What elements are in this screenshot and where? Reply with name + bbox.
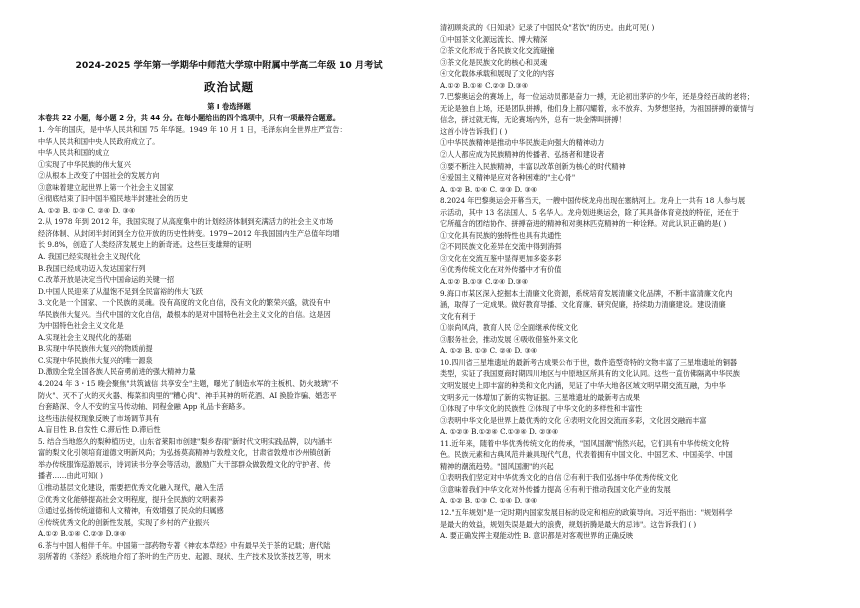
text-line: ①推动基层文化建设，需要把优秀文化融入现代，融入生活 (38, 482, 224, 492)
text-line: 长 9.8%，创造了人类经济发展史上的新奇迹。这些巨变雄辩的证明 (38, 240, 252, 250)
text-line: 类型，实证了我国夏商时期四川地区与中原地区所具有的文化认同。这些一直仿佛隔离中华民族 (440, 369, 740, 379)
instructions: 本卷共 22 小题，每小题 2 分，共 44 分。在每小题给出的四个选项中，只有一项最符合题意。 (38, 113, 340, 122)
text-line: A.①② B.①③ C.②④ D.③④ (440, 277, 529, 287)
subject-title: 政治试题 (204, 80, 254, 94)
text-line: ②茶文化形成于各民族文化交流碰撞 (440, 46, 555, 56)
text-line: ③表明中华文化是世界上最优秀的文化 ④表明文化因交流而多彩，文化因交融而丰富 (440, 415, 707, 425)
text-line: ④爱国主义精神是应对各种困难的"主心骨" (440, 173, 576, 183)
section-title: 第 I 卷选择题 (207, 102, 251, 111)
text-line: 4.2024 年 3・15 晚会聚焦"共筑诚信 共享安全"主题，曝光了制造水军的主板机、防火玻璃"不 (38, 379, 339, 389)
text-line: A. ①② B. ①③ C. ②④ D. ③④ (38, 205, 136, 215)
text-line: B.实现中华民族伟大复兴的物质前提 (38, 344, 153, 354)
text-line: A. ①②③ B.①②④ C.①③④ D. ②③④ (440, 427, 559, 437)
text-line: ①实现了中华民族的伟大复兴 (38, 159, 131, 169)
text-line: 色。民族元素和古典风范并兼具现代气息，代表着拥有中国文化、中国艺术、中国美学、中国 (440, 450, 733, 460)
text-line: 11.近年来，随着中华优秀传统文化的传承，"国风国潮"悄然兴起，它们具有中华传统文化特 (440, 438, 730, 448)
text-line: 文化有利于 (440, 311, 476, 321)
text-line: 华民族伟大复兴。当代中国的文化自信，最根本的是对中国特色社会主义文化的自信。这是因 (38, 309, 331, 319)
text-line: A.盲目性 B.自发性 C.滞后性 D.滞后性 (38, 425, 161, 435)
text-line: ④文化载体承载和展现了文化的内容 (440, 69, 555, 79)
text-line: A. ①② B. ①④ C. ②③ D. ③④ (440, 184, 538, 194)
text-line: A.实现社会主义现代化的基础 (38, 332, 132, 342)
text-line: ①崇尚风尚，教育人民 ②全面继承传统文化 (440, 323, 578, 333)
text-line: ④彻底结束了旧中国半殖民地半封建社会的历史 (38, 194, 188, 204)
text-line: A. ①② B. ①③ C. ①④ D. ③④ (440, 496, 538, 506)
text-line: ③意味着建立起世界上第一个社会主义国家 (38, 182, 174, 192)
text-line: ②人人都应成为民族精神的传播者、弘扬者和建设者 (440, 150, 605, 160)
text-line: A. 要正确发挥主观能动性 B. 意识都是对客观世界的正确反映 (440, 531, 634, 541)
text-line: ②从根本上改变了中国社会的发展方向 (38, 171, 160, 181)
text-line: 播者……由此可知( ) (38, 471, 103, 481)
text-line: 2.从 1978 年到 2012 年，我国实现了从高度集中的计划经济体制到充满活力的社会主义市场 (38, 217, 334, 227)
text-line: 羽所著的《茶经》系统地介绍了茶叶的生产历史、起源、现状、生产技术及饮茶技艺等，明末 (38, 552, 331, 562)
text-line: ③意味着我们中华文化对外传播力提高 ④有利于推动我国文化产业的发展 (440, 484, 671, 494)
text-line: 3.文化是一个国家、一个民族的灵魂。没有高度的文化自信，没有文化的繁荣兴盛，就没有中 (38, 298, 331, 308)
text-line: 文明多元一体增加了新的实物证据。三星堆遗址的最新考古成果 (440, 392, 640, 402)
right-column (440, 0, 832, 608)
text-line: 9.海口市某区深入挖掘本土清廉文化资源，系统培育发展清廉文化品牌，不断丰富清廉文化内 (440, 288, 733, 298)
text-line: ②不同民族文化差异在交流中得到消弭 (440, 242, 562, 252)
text-line: 7.巴黎奥运会的赛场上，每一位运动员都是奋力一搏，无论初出茅庐的少年，还是身经百战的老将； (440, 92, 754, 102)
text-line: 8.2024 年巴黎奥运会开幕当天，一艘中国传统龙舟出现在塞纳河上。龙舟上一共有 18 人参与展 (440, 196, 746, 206)
text-line: 防火"、灭不了火的灭火器、梅菜扣肉里的"糟心肉"、神手其神的听花酒、AI 换脸诈骗、婚恋平 (38, 390, 337, 400)
text-line: 文明发展史上即丰富的种类和文化内涵，见证了中华大地各区域文明早期交流互融，为中华 (440, 380, 726, 390)
text-line: D.中国人民迎来了从温饱不足到全民富裕的伟大飞跃 (38, 286, 203, 296)
text-line: ①中国茶文化源远流长、博大精深 (440, 34, 548, 44)
text-line: ③要不断注入民族精神，丰富以改革创新为核心的时代精神 (440, 161, 626, 171)
text-line: ④传统优秀文化的创新性发展，实现了乡村的产业振兴 (38, 517, 210, 527)
text-line: 涵，取得了一定成果。做好教育导播、文化育廉、研究促廉，持续助力清廉建设。建设清廉 (440, 300, 726, 310)
text-line: 经济体制、从封闭半封闭到全方位开放的历史性转变。1979~2012 年我国国内生产总值年均增 (38, 228, 340, 238)
text-line: ③通过弘扬传统道德和人文精神，有效增强了民众的归属感 (38, 506, 224, 516)
text-line: ③文化在交流互鉴中显得更加多姿多彩 (440, 253, 562, 263)
text-line: ④优秀传统文化在对外传播中才有价值 (440, 265, 562, 275)
text-line: D.激励全党全国各族人民奋勇前进的强大精神力量 (38, 367, 196, 377)
text-line: 5. 结合当地悠久的梨种植历史，山东省莱阳市创建"梨乡春雨"新时代文明实践品牌，以内涵丰 (38, 436, 333, 446)
text-line: 10.四川省三星堆遗址的最新考古成果公布于世，数件造型奇特的文物丰富了三星堆遗址的铜器 (440, 357, 737, 367)
text-line: 无论是独自上场，还是团队拼搏，他们身上都闪耀着，永不放弃、为梦想坚持，为祖国拼搏的豪情与 (440, 103, 755, 113)
text-line: A.①② B.①④ C.②③ D.③④ (440, 80, 529, 90)
text-line: 这些违法侵权现象反映了市场调节具有 (38, 413, 160, 423)
text-line: 它所蕴含的团结协作、拼搏奋进的精神和对奥林匹克精神的一种诠释。对此认识正确的是( ) (440, 219, 727, 229)
text-line: 台套路深、令人不安的宝马传动轴、同程金融 App 礼品卡套路多。 (38, 402, 250, 412)
left-column (38, 0, 420, 608)
text-line: 中华人民共和国中央人民政府成立了。 (38, 136, 160, 146)
text-line: ①中华民族精神是推动中华民族走向强大的精神动力 (440, 138, 605, 148)
text-line: A.①② B.①④ C.②③ D.③④ (38, 529, 127, 539)
text-line: 是最大的效益，规划失误是最大的浪费，规划折腾是最大的忌讳"。这告诉我们 ( ) (440, 519, 697, 529)
text-line: ①表明我们坚定对中华优秀文化的自信 ②有利于我们弘扬中华优秀传统文化 (440, 473, 678, 483)
text-line: 精神的潮流趋势。"国风国潮"的兴起 (440, 461, 554, 471)
text-line: 举办传统服饰巡游展示，诗词读书分享会等活动，激励广大干部群众做敦煌文化的守护者、传 (38, 459, 331, 469)
text-line: ①体现了中华文化的民族性 ②体现了中华文化的多样性和丰富性 (440, 404, 643, 414)
text-line: 6.茶与中国人相伴千年。中国第一部药物专著《神农本草经》中有最早关于茶的记载；唐代陆 (38, 540, 331, 550)
text-line: ③服务社会，推动发展 ④吸收借鉴外来文化 (440, 334, 578, 344)
text-line: C.改革开放是决定当代中国命运的关键一招 (38, 275, 175, 285)
text-line: 富的梨文化引领培育道德文明新风尚；为弘扬莫高精神与敦煌文化，甘肃省敦煌市沙州镇创新 (38, 448, 331, 458)
left-question-text (38, 124, 420, 563)
right-question-text (440, 22, 832, 542)
text-line: 信念，拼过就无悔，无论赛场内外，总有一块金牌叫拼搏！ (440, 115, 626, 125)
text-line: 1. 今年的国庆，是中华人民共和国 75 年华诞。1949 年 10 月 1 日，毛泽东向全世界庄严宣告： (38, 125, 347, 134)
text-line: A. ①② B. ①③ C. ②④ D. ③④ (440, 346, 538, 356)
text-line: A. 我国已经实现社会主义现代化 (38, 252, 141, 262)
text-line: 中华人民共和国的成立 (38, 148, 110, 158)
text-line: 示活动，其中 13 名法国人、5 名华人。龙舟划进奥运会，除了其具备体育竞技的特征，还在于 (440, 207, 739, 217)
text-line: ②优秀文化能够提高社会文明程度，提升全民族的文明素养 (38, 494, 224, 504)
text-line: 清初顾炎武的《日知录》记录了中国民众"茗饮"的历史。由此可见( ) (440, 23, 655, 32)
text-line: 这首小诗告诉我们 ( ) (440, 126, 508, 136)
text-line: ①文化具有民族的独特性也具有共通性 (440, 230, 562, 240)
text-line: 12."五年规划"是一定时期内国家发展目标的设定和相应的政策导向。习近平指出："规划科学 (440, 507, 733, 517)
text-line: B.我国已经成功迈入发达国家行列 (38, 263, 146, 273)
exam-title: 2024-2025 学年第一学期华中师范大学琼中附属中学高二年级 10 月考试 (75, 60, 383, 71)
text-line: C.实现中华民族伟大复兴的唯一源泉 (38, 355, 153, 365)
text-line: 为中国特色社会主义文化是 (38, 321, 124, 331)
text-line: ③茶文化是民族文化的核心和灵魂 (440, 57, 548, 67)
